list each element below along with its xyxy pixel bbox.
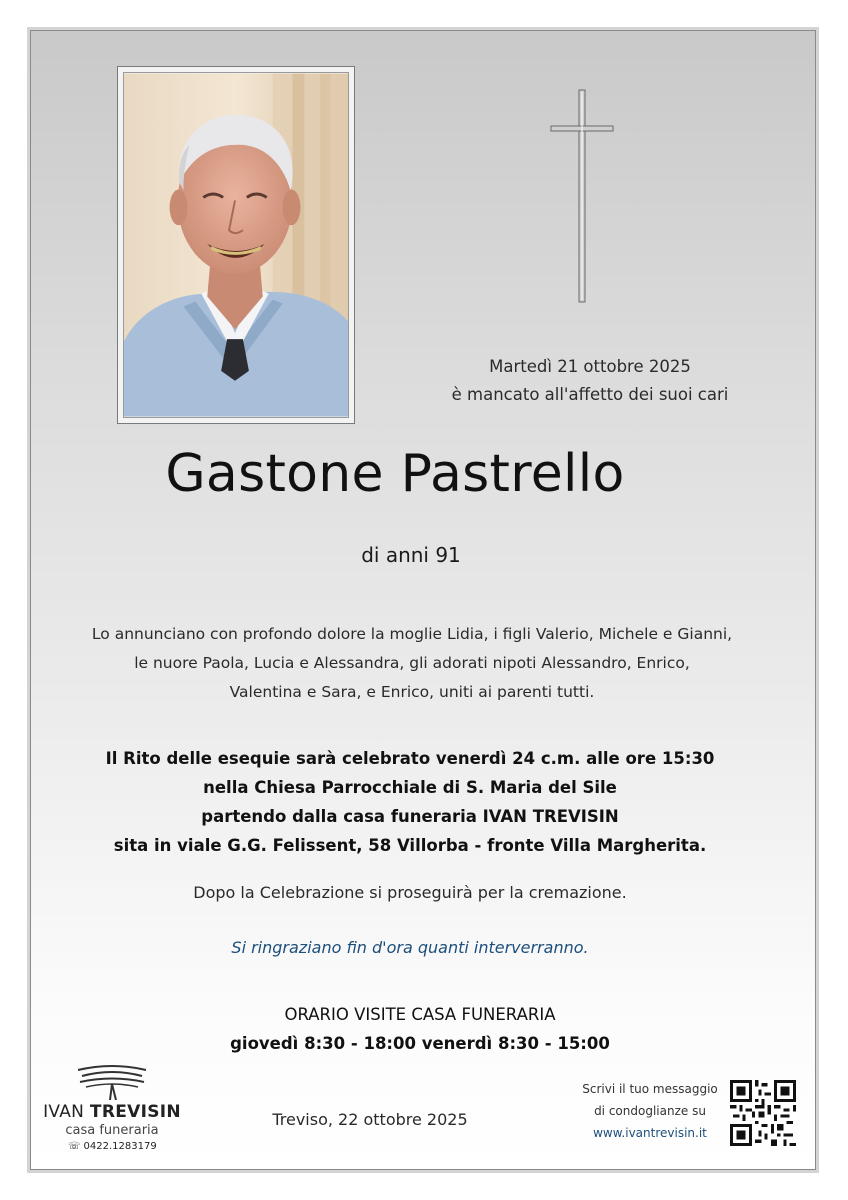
announcement-line: Lo annunciano con profondo dolore la moglie Lidia, i figli Valerio, Michele e Gianni, <box>91 625 733 643</box>
logo-name: IVAN TREVISIN <box>43 1102 181 1122</box>
portrait-photo <box>117 66 355 424</box>
thanks-note: Si ringraziano fin d'ora quanti interverranno. <box>231 938 589 957</box>
funeral-line: partendo dalla casa funeraria IVAN TREVISIN <box>201 807 619 826</box>
funeral-details <box>60 744 760 860</box>
condolences-line: di condoglianze su <box>594 1104 706 1118</box>
condolences-box <box>560 1078 740 1144</box>
logo-subtitle: casa funeraria <box>65 1123 159 1138</box>
condolences-line: Scrivi il tuo messaggio <box>582 1082 718 1096</box>
announcement-line: le nuore Paola, Lucia e Alessandra, gli adorati nipoti Alessandro, Enrico, <box>134 654 690 672</box>
funeral-line: nella Chiesa Parrocchiale di S. Maria del Sile <box>203 778 617 797</box>
funeral-line: Il Rito delle esequie sarà celebrato venerdì 24 c.m. alle ore 15:30 <box>105 749 715 768</box>
visiting-hours <box>70 1000 770 1058</box>
funeral-line: sita in viale G.G. Felissent, 58 Villorba - fronte Villa Margherita. <box>113 836 707 855</box>
funeral-home-logo <box>42 1062 182 1162</box>
cremation-note: Dopo la Celebrazione si proseguirà per la cremazione. <box>193 883 627 902</box>
qr-code-icon[interactable] <box>730 1080 796 1146</box>
passing-text: è mancato all'affetto dei suoi cari <box>451 385 729 404</box>
announcement-line: Valentina e Sara, e Enrico, uniti ai parenti tutti. <box>229 683 595 701</box>
death-notice <box>420 353 760 409</box>
logo-phone: ☏ 0422.1283179 <box>68 1141 157 1152</box>
phone-icon: ☏ <box>68 1141 81 1152</box>
deceased-name: Gastone Pastrello <box>165 444 625 504</box>
place-date: Treviso, 22 ottobre 2025 <box>272 1110 468 1129</box>
visiting-hours-times: giovedì 8:30 - 18:00 venerdì 8:30 - 15:00 <box>230 1034 610 1053</box>
deceased-age: di anni 91 <box>361 543 461 567</box>
website-link[interactable]: www.ivantrevisin.it <box>593 1126 707 1140</box>
visiting-hours-title: ORARIO VISITE CASA FUNERARIA <box>284 1005 556 1024</box>
death-date: Martedì 21 ottobre 2025 <box>489 357 691 376</box>
family-announcement <box>44 620 780 707</box>
tree-logo-icon <box>72 1062 152 1100</box>
cross-icon <box>549 88 617 304</box>
